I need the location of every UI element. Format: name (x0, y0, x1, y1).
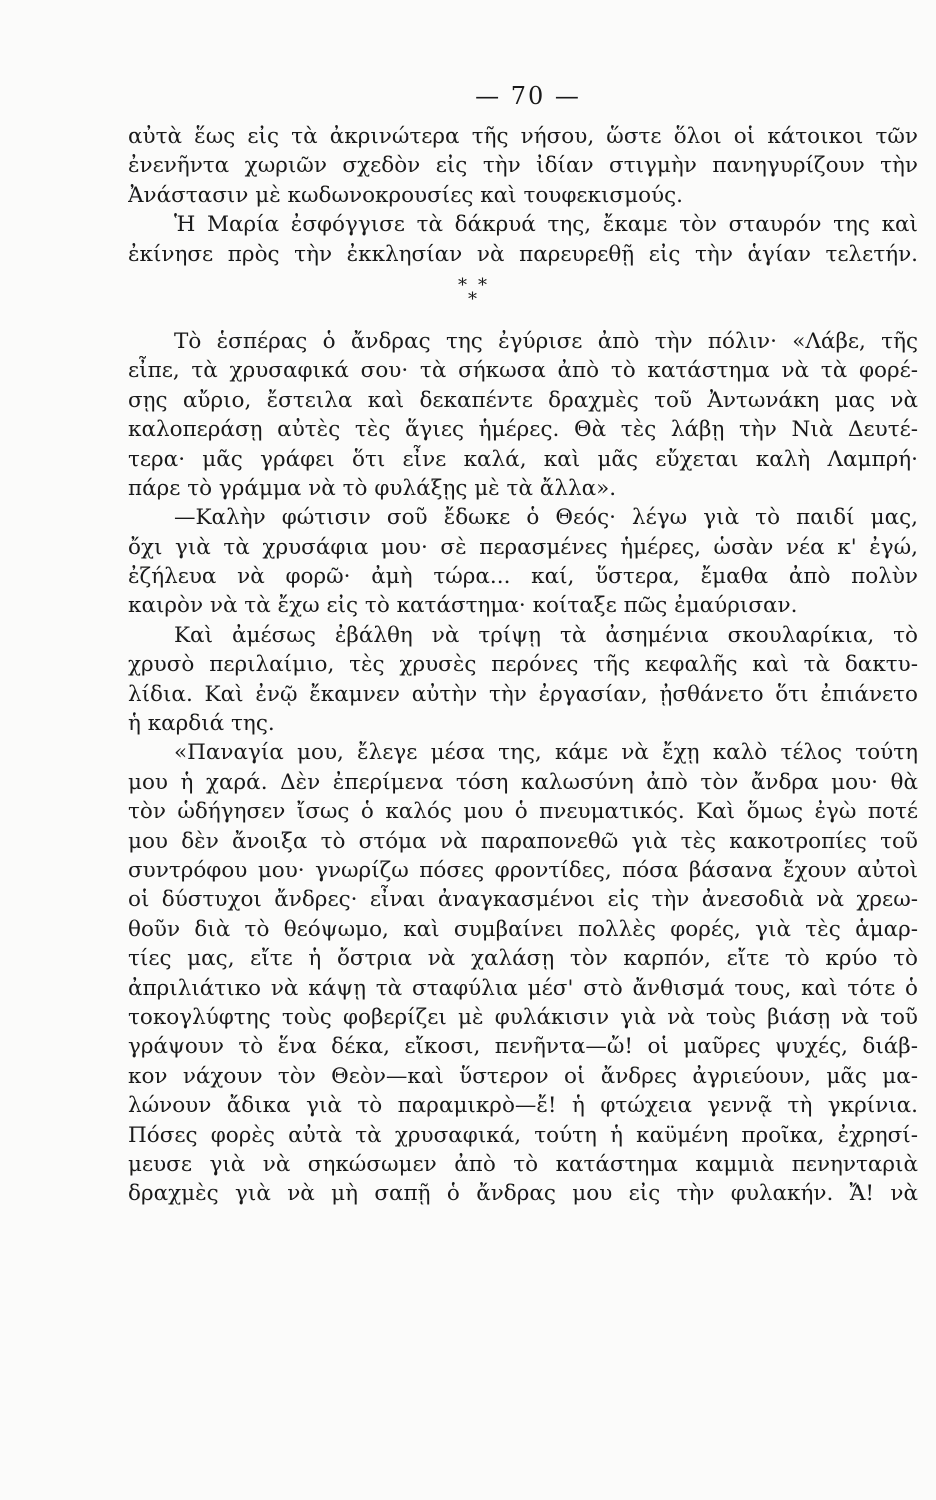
section-asterism (128, 269, 918, 327)
text-line: ἐζήλευα νὰ φορῶ· ἀμὴ τώρα... καί, ὕστερα, ἔμαθα ἀπὸ πολὺν (128, 564, 918, 590)
text-line: εἶπε, τὰ χρυσαφικά σου· τὰ σήκωσα ἀπὸ τὸ κατάστημα νὰ τὰ φορέ- (128, 358, 918, 384)
text-line: μου ἡ χαρά. Δὲν ἐπερίμενα τόση καλωσύνη ἀπὸ τὸν ἄνδρα μου· θὰ (128, 769, 918, 795)
text-line: δραχμὲς γιὰ νὰ μὴ σαπῇ ὁ ἄνδρας μου εἰς τὴν φυλακήν. Ἄ! νὰ (128, 1181, 918, 1207)
text-line: αὐτὰ ἕως εἰς τὰ ἀκρινώτερα τῆς νήσου, ὥστε ὅλοι οἱ κάτοικοι τῶν (128, 124, 918, 149)
text-line: «Παναγία μου, ἔλεγε μέσα της, κάμε νὰ ἔχῃ καλὸ τέλος τούτη (174, 740, 918, 766)
text-line: κον νάχουν τὸν Θεὸν—καὶ ὕστερον οἱ ἄνδρες ἀγριεύουν, μᾶς μα- (128, 1063, 918, 1089)
text-line: Ἀνάστασιν μὲ κωδωνοκρουσίες καὶ τουφεκισμούς. (128, 182, 683, 208)
text-line: θοῦν διὰ τὸ θεόψωμο, καὶ συμβαίνει πολλὲς φορές, γιὰ τὲς ἁμαρ- (128, 916, 918, 942)
body-text (128, 122, 918, 1209)
text-line: μευσε γιὰ νὰ σηκώσωμεν ἀπὸ τὸ κατάστημα καμμιὰ πενηνταριὰ (128, 1151, 918, 1177)
text-line: Καὶ ἀμέσως ἐβάλθη νὰ τρίψῃ τὰ ἀσημένια σκουλαρίκια, τὸ (174, 622, 918, 648)
text-line: ἀπριλιάτικο νὰ κάψῃ τὰ σταφύλια μέσ' στὸ ἄνθισμά τους, καὶ τότε ὁ (128, 975, 918, 1001)
text-line: συντρόφου μου· γνωρίζω πόσες φροντίδες, πόσα βάσανα ἔχουν αὐτοὶ (128, 857, 918, 883)
text-line: ὄχι γιὰ τὰ χρυσάφια μου· σὲ περασμένες ἡμέρες, ὡσὰν νέα κ' ἐγώ, (128, 534, 918, 560)
text-line: Ἡ Μαρία ἐσφόγγισε τὰ δάκρυά της, ἔκαμε τὸν σταυρόν της καὶ (174, 212, 918, 238)
text-line: —Καλὴν φώτισιν σοῦ ἔδωκε ὁ Θεός· λέγω γιὰ τὸ παιδί μας, (174, 505, 918, 531)
asterism-star: * (458, 274, 467, 296)
text-line: τὸν ὡδήγησεν ἴσως ὁ καλός μου ὁ πνευματικός. Καὶ ὅμως ἐγὼ ποτέ (128, 799, 918, 825)
text-line: τερα· μᾶς γράφει ὅτι εἶνε καλά, καὶ μᾶς εὔχεται καλὴ Λαμπρή· (128, 446, 918, 472)
text-line: μου δὲν ἄνοιξα τὸ στόμα νὰ παραπονεθῶ γιὰ τὲς κακοτροπίες τοῦ (128, 828, 918, 854)
text-line: πάρε τὸ γράμμα νὰ τὸ φυλάξῃς μὲ τὰ ἄλλα». (128, 475, 617, 501)
asterism-star: * (468, 288, 477, 310)
text-line: ἐκίνησε πρὸς τὴν ἐκκλησίαν νὰ παρευρεθῇ εἰς τὴν ἁγίαν τελετήν. (128, 241, 918, 267)
text-line: ἡ καρδιά της. (128, 711, 275, 737)
page-number: — 70 — (475, 82, 581, 110)
text-line: λίδια. Καὶ ἐνῷ ἔκαμνεν αὐτὴν τὴν ἐργασίαν, ᾐσθάνετο ὅτι ἐπιάνετο (128, 681, 918, 707)
text-line: καλοπεράσῃ αὐτὲς τὲς ἅγιες ἡμέρες. Θὰ τὲς λάβῃ τὴν Νιὰ Δευτέ- (128, 417, 918, 443)
text-line: τίες μας, εἴτε ἡ ὄστρια νὰ χαλάσῃ τὸν καρπόν, εἴτε τὸ κρύο τὸ (128, 946, 918, 972)
text-line: σῃς αὔριο, ἔστειλα καὶ δεκαπέντε δραχμὲς τοῦ Ἀντωνάκη μας νὰ (128, 387, 918, 413)
text-line: τοκογλύφτης τοὺς φοβερίζει μὲ φυλάκισιν γιὰ νὰ τοὺς βιάσῃ νὰ τοῦ (128, 1004, 918, 1030)
text-line: γράψουν τὸ ἕνα δέκα, εἴκοσι, πενῆντα—ὤ! οἱ μαῦρες ψυχές, διάβ- (128, 1034, 918, 1060)
text-line: Τὸ ἑσπέρας ὁ ἄνδρας της ἐγύρισε ἀπὸ τὴν πόλιν· «Λάβε, τῆς (174, 328, 918, 354)
text-line: καιρὸν νὰ τὰ ἔχω εἰς τὸ κατάστημα· κοίταξε πῶς ἐμαύρισαν. (128, 593, 798, 619)
text-line: λώνουν ἄδικα γιὰ τὸ παραμικρὸ—ἔ! ἡ φτώχεια γεννᾷ τὴ γκρίνια. (128, 1093, 918, 1119)
text-line: Πόσες φορὲς αὐτὰ τὰ χρυσαφικά, τούτη ἡ καϋμένη προῖκα, ἐχρησί- (128, 1122, 918, 1148)
asterism-star: * (478, 274, 487, 296)
text-line: ἐνενῆντα χωριῶν σχεδὸν εἰς τὴν ἰδίαν στιγμὴν πανηγυρίζουν τὴν (128, 153, 918, 179)
text-line: χρυσὸ περιλαίμιο, τὲς χρυσὲς περόνες τῆς κεφαλῆς καὶ τὰ δακτυ- (128, 652, 918, 678)
text-line: οἱ δύστυχοι ἄνδρες· εἶναι ἀναγκασμένοι εἰς τὴν ἀνεσοδιὰ νὰ χρεω- (128, 887, 918, 913)
